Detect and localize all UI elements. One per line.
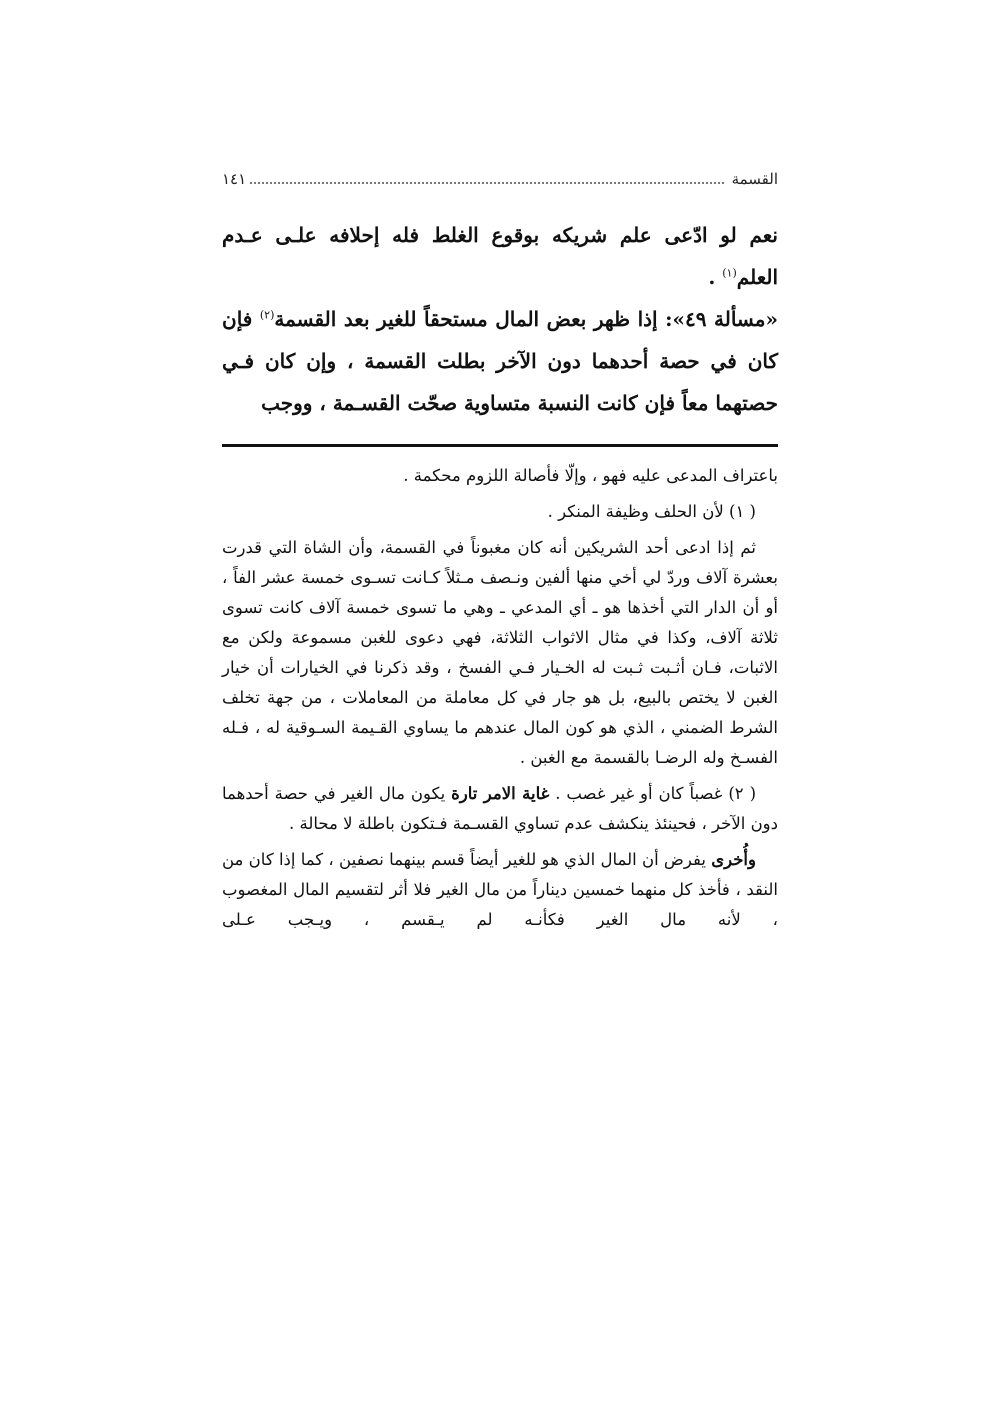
book-page <box>222 170 778 941</box>
footnote-ref: (٢) <box>259 308 275 322</box>
footnote-1-continuation: ثم إذا ادعى أحد الشريكين أنه كان مغبوناً في القسمة، وأن الشاة التي قدرت بعشرة آلاف وردّ لي أخي منها ألفين ونـصف مـثلاً كـانت تسـوى خمسة عشر الفاً ، أو أن الدار التي أخذها هو ـ أي المدعي ـ وهي ما تسوى خمسة آلاف كانت تسوى ثلاثة آلاف، وكذا في مثال الاثواب الثلاثة، فهي دعوى للغبن مسموعة ولكن مع الاثبات، فـان أثـبت ثـبت له الخـيار فـي الفسخ ، وقد ذكرنا في الخيارات أن خيار الغبن لا يختص بالبيع، بل هو جار في كل معاملة من المعاملات ، من جهة تخلف الشرط الضمني ، الذي هو كون المال عندهم ما يساوي القـيمة السـوقية له ، فـله الفسـخ وله الرضـا بالقسمة مع الغبن . <box>222 538 778 767</box>
chapter-title: القسمة <box>731 170 778 188</box>
footnote-ref: (١) <box>722 266 737 280</box>
issue-body: فإن كان في حصة أحدهما دون الآخر بطلت القسمة ، وإن كان فـي حصتهما معاً فإن كانت النسبة متساوية صحّت القسـمة ، ووجب <box>222 307 778 415</box>
footnote-1: ( ١) لأن الحلف وظيفة المنكر . <box>547 502 756 521</box>
footnote-2-rest: يكون مال الغير في حصة أحدهما دون الآخر ، فحينئذ ينكشف عدم تساوي القسـمة فـتكون باطلة لا محالة . <box>222 784 778 833</box>
footnote-2-start: ( ٢) غصباً كان أو غير غصب . <box>555 784 757 803</box>
footnote-2-emphasis: غاية الامر تارة <box>451 784 550 803</box>
sentence-end: . <box>708 265 716 289</box>
main-paragraph <box>222 214 778 298</box>
footnote-separator <box>222 444 778 447</box>
footnote-2-continuation <box>222 845 778 935</box>
footnote-2 <box>222 779 778 839</box>
page-number: ١٤١ <box>222 170 247 188</box>
issue-heading: «مسألة ٤٩»: إذا ظهر بعض المال مستحقاً للغير بعد القسمة <box>274 307 778 331</box>
running-header <box>222 170 778 200</box>
main-paragraph-text: نعم لو ادّعى علم شريكه بوقوع الغلط فله إحلافه علـى عـدم العلم <box>222 223 778 289</box>
footnote-carryover: باعتراف المدعى عليه فهو ، وإلّا فأصالة اللزوم محكمة . <box>403 466 778 485</box>
footnote-3-emphasis: وأُخرى <box>711 850 756 869</box>
issue-paragraph <box>222 298 778 424</box>
footnotes <box>222 461 778 935</box>
footnote-3-rest: يفرض أن المال الذي هو للغير أيضاً قسم بينهما نصفين ، كما إذا كان من النقد ، فأخذ كل منهما خمسين ديناراً من مال الغير فلا أثر لتقسيم المال المغصوب ، لأنه مال الغير فكأنـه لم يـقسم ، ويـجب عـلى <box>222 850 778 929</box>
leader-dots <box>250 181 723 184</box>
main-text <box>222 214 778 424</box>
